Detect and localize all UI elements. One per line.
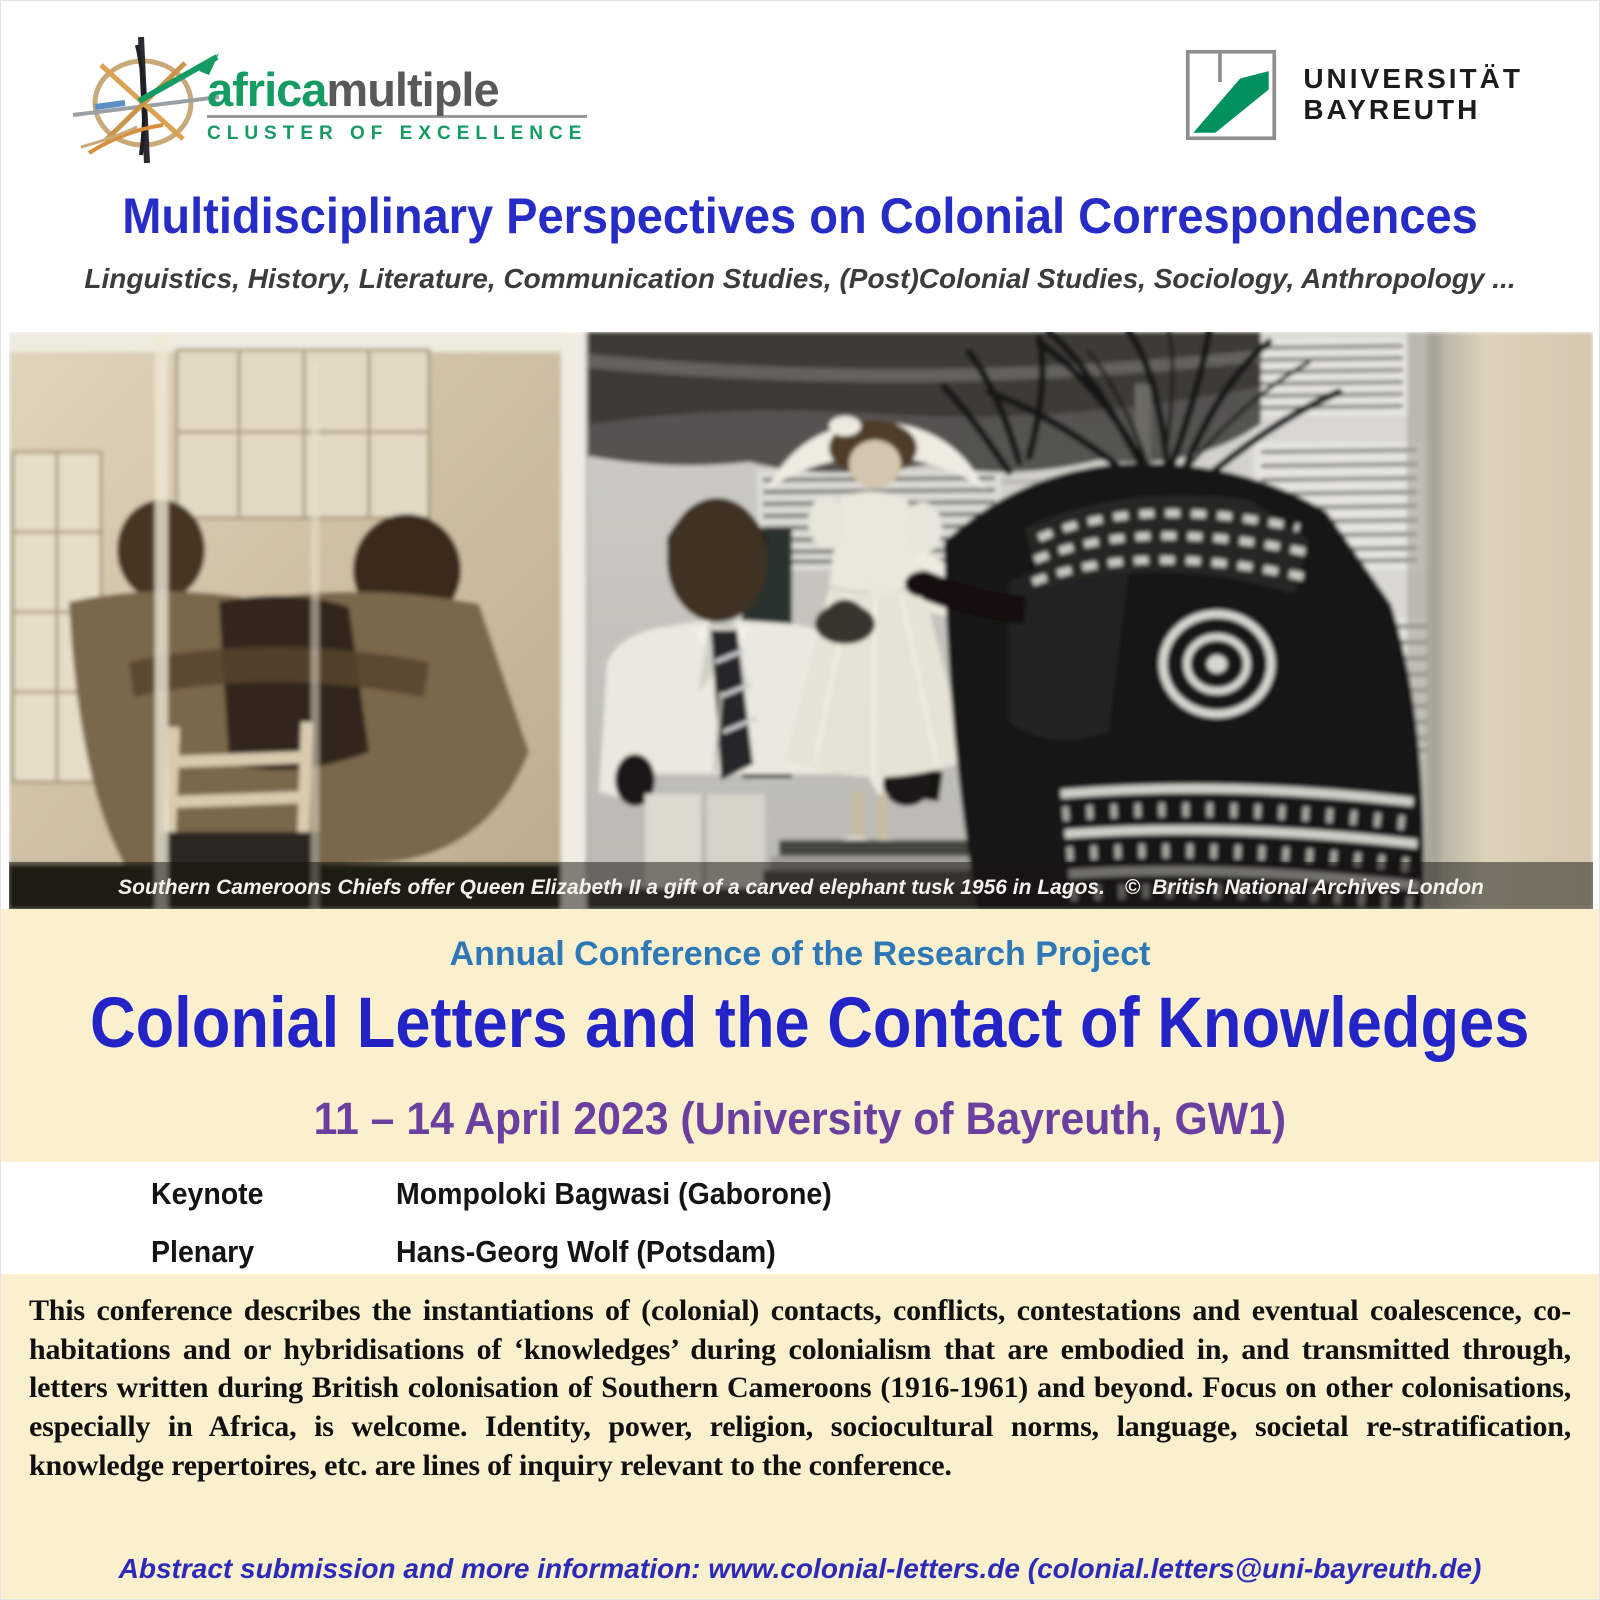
abstract-submission-line: Abstract submission and more information: www.colonial-letters.de (colonial.letters@uni-bayreuth.de) — [118, 1553, 1482, 1584]
africamultiple-word-africa: africa — [207, 63, 327, 116]
speaker-role: Keynote — [151, 1176, 264, 1211]
conference-banner — [1, 909, 1599, 1162]
copyright-icon: © — [1124, 876, 1141, 899]
africamultiple-wordmark — [207, 63, 588, 145]
description-section — [1, 1274, 1599, 1600]
conference-title: Colonial Letters and the Contact of Knowledges — [89, 984, 1530, 1063]
africamultiple-logo — [71, 35, 587, 170]
compass-icon — [71, 35, 221, 170]
photo-caption — [118, 876, 1484, 899]
conference-description: This conference describes the instantiations of (colonial) contacts, conflicts, contestations and eventual coalescence, co-habitations and or hybridisations of ‘knowledges’ during colonialism that are embodied in, and transmitted through, letters written during British colonisation of Southern Cameroons (1916-1961) and beyond. Focus on other colonisations, especially in Africa, is welcome. Identity, power, religion, sociocultural norms, language, societal re-stratification, knowledge repertoires, etc. are lines of inquiry relevant to the conference. — [29, 1294, 1571, 1482]
bayreuth-line1: UNIVERSITÄT — [1303, 63, 1523, 94]
bayreuth-line2: BAYREUTH — [1303, 94, 1481, 126]
poster-main-title: Multidisciplinary Perspectives on Colonial Correspondences — [122, 188, 1478, 244]
speaker-row-keynote — [1, 1176, 1599, 1216]
speakers-section — [1, 1162, 1599, 1274]
conference-kicker: Annual Conference of the Research Project — [449, 935, 1151, 973]
photo-caption-text: Southern Cameroons Chiefs offer Queen Elizabeth II a gift of a carved elephant tusk 1956 in Lagos. — [118, 876, 1105, 899]
speaker-name: Hans-Georg Wolf (Potsdam) — [396, 1234, 776, 1269]
bayreuth-wordmark — [1303, 63, 1523, 126]
disciplines-subtitle: Linguistics, History, Literature, Communication Studies, (Post)Colonial Studies, Sociology, Anthropology ... — [84, 263, 1516, 294]
speaker-row-plenary — [1, 1234, 1599, 1274]
photo-scene — [9, 332, 1593, 909]
africamultiple-word-multiple: multiple — [326, 63, 499, 116]
africamultiple-tagline: CLUSTER OF EXCELLENCE — [207, 123, 588, 144]
conference-date-venue: 11 – 14 April 2023 (University of Bayreuth, GW1) — [313, 1093, 1287, 1144]
bayreuth-logo-icon — [1185, 49, 1277, 146]
speaker-role: Plenary — [151, 1234, 255, 1269]
universitaet-bayreuth-logo — [1185, 49, 1523, 146]
header — [71, 35, 1523, 165]
photo-credit-text: British National Archives London — [1152, 876, 1484, 899]
speaker-name: Mompoloki Bagwasi (Gaborone) — [396, 1176, 832, 1211]
conference-photo — [9, 332, 1593, 909]
